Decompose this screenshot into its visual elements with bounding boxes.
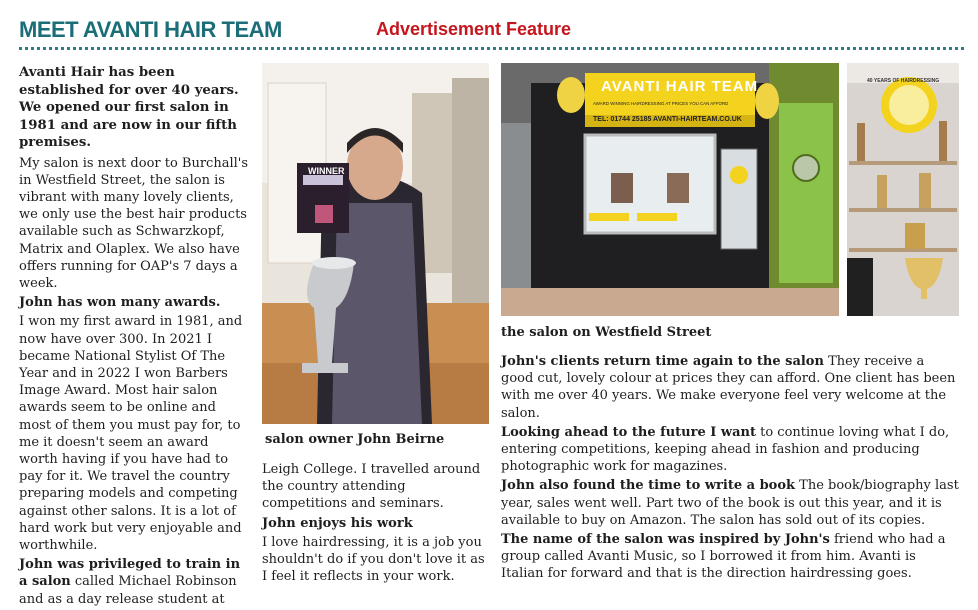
college-paragraph: Leigh College. I travelled around the country attending competitions and seminars. xyxy=(262,462,481,512)
awards-paragraph: I won my first award in 1981, and now have over 300. In 2021 I became National Stylist Of The Year and in 2022 I won Barbers Image Award. Most hair salon awards seem to be online and most of them you must pay for, to me it doesn't seem an award worth having if you have had to pay for it. We travel the country preparing models and competing against other salons. It is a lot of hard work but very enjoyable and worthwhile. xyxy=(19,314,243,553)
photo-john-beirne xyxy=(262,63,489,424)
photo-caption-shopfront: the salon on Westfield Street xyxy=(501,325,712,340)
article-column-2 xyxy=(262,461,490,587)
name-paragraph xyxy=(501,531,959,583)
shop-phone-text: TEL: 01744 25185 AVANTI-HAIRTEAM.CO.UK xyxy=(593,116,742,123)
training-text: called Michael Robinson and as a day release student at xyxy=(19,574,237,607)
shop-sign-text: AVANTI HAIR TEAM xyxy=(601,78,759,95)
clients-heading: John's clients return time again to the salon xyxy=(501,354,824,369)
future-paragraph xyxy=(501,424,959,476)
photo-trophies xyxy=(847,63,959,316)
name-text: friend who had a group called Avanti Music, so I borrowed it from him. Avanti is Italian for forward and that is the direction hairdressing goes. xyxy=(501,532,946,582)
awards-heading: John has won many awards. xyxy=(19,295,221,311)
future-text: to continue loving what I do, entering competitions, keeping ahead in fashion and producing photographic work for magazines. xyxy=(501,424,950,475)
article-column-1 xyxy=(19,64,251,610)
intro-paragraph: Avanti Hair has been established for over 40 years. We opened our first salon in 1981 and are now in our fifth premises. xyxy=(19,65,239,150)
header-divider xyxy=(19,47,964,50)
clients-paragraph xyxy=(501,353,959,422)
book-paragraph xyxy=(501,477,959,529)
future-heading: Looking ahead to the future I want xyxy=(501,424,756,440)
page-title: MEET AVANTI HAIR TEAM xyxy=(19,17,282,42)
book-heading: John also found the time to write a book xyxy=(501,478,796,494)
enjoys-work-heading: John enjoys his work xyxy=(262,515,413,531)
photo-salon-shopfront xyxy=(501,63,839,316)
salon-description: My salon is next door to Burchall's in Westfield Street, the salon is vibrant with many lovely clients, we only use the best hair products available such as Schwarzkopf, Matrix and Olaplex. We also have offers running for OAP's 7 days a week. xyxy=(19,155,249,291)
advertisement-label: Advertisement Feature xyxy=(376,19,572,39)
enjoys-work-paragraph: I love hairdressing, it is a job you shouldn't do if you don't love it as I feel it reflects in your work. xyxy=(262,534,485,585)
training-heading: John was privileged to train in a salon xyxy=(19,557,241,590)
trophy-badge-text: 40 YEARS OF HAIRDRESSING xyxy=(867,78,940,84)
photo-caption-owner: salon owner John Beirne xyxy=(265,432,445,447)
certificate-winner-text: WINNER xyxy=(308,166,345,176)
book-text: The book/biography last year, sales went well. Part two of the book is out this year, and it is available to buy on Amazon. The salon has sold out of its copies. xyxy=(501,478,959,528)
clients-text: They receive a good cut, lovely colour at prices they can afford. One client has been with me over 40 years. We make everyone feel very welcome at the salon. xyxy=(501,354,956,421)
training-paragraph xyxy=(19,556,251,608)
article-column-3 xyxy=(501,353,959,585)
name-heading: The name of the salon was inspired by John's xyxy=(501,532,830,548)
shop-tagline-text: AWARD WINNING HAIRDRESSING AT PRICES YOU CAN AFFORD xyxy=(593,101,729,106)
